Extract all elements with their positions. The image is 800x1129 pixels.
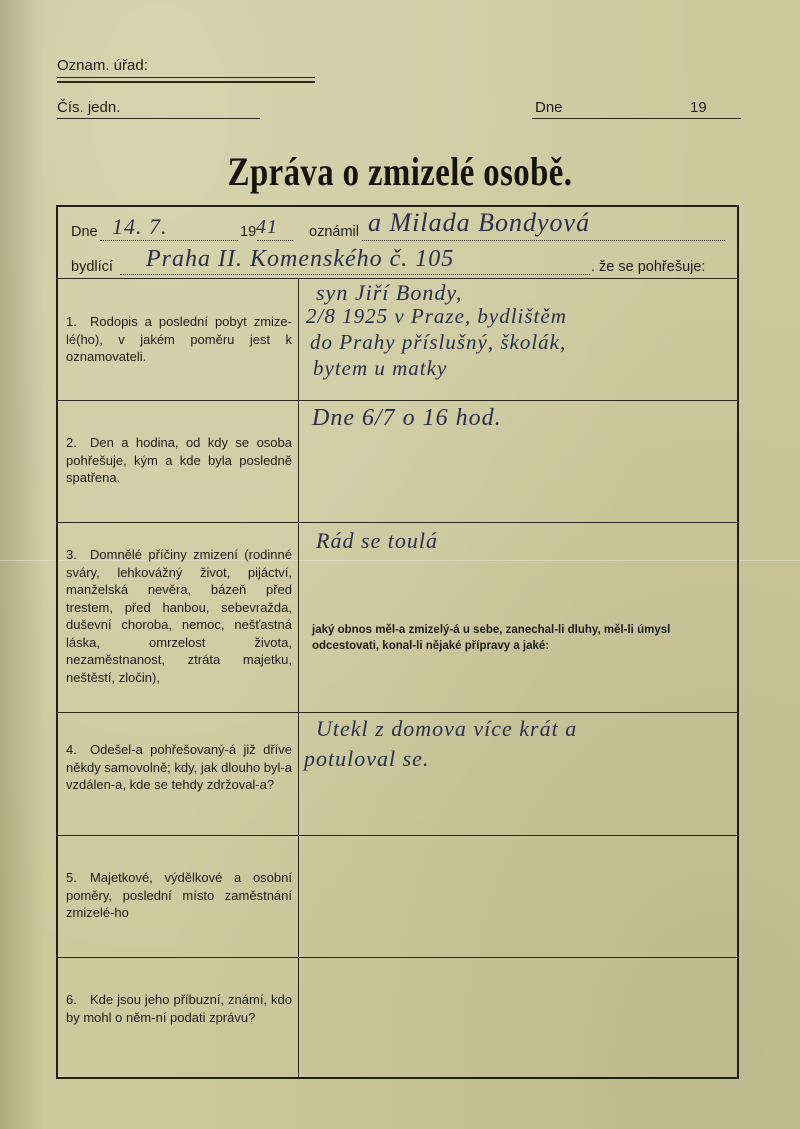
question-number: 6. — [66, 992, 77, 1007]
residence-value: Praha II. Komenského č. 105 — [146, 246, 455, 272]
reported-by-label: oznámil — [309, 224, 359, 240]
question-text: Domnělé příčiny zmizení (rodinné sváry, lehkovážný život, pijáctví, manželská nevěra, bázeň před trestem, před hanbou, sebevražda, duševní choroba, nemoc, nešťastná láska, omrzelost života, nezaměstnanost, ztráta majetku, neštěstí, zločin), — [66, 547, 292, 685]
answer-1-line-4: bytem u matky — [313, 356, 448, 380]
report-date-value: 14. 7. — [112, 214, 168, 239]
question-number: 5. — [66, 870, 77, 885]
question-1 — [66, 313, 292, 366]
question-2 — [66, 434, 292, 487]
question-6 — [66, 991, 292, 1026]
row-divider — [56, 712, 739, 713]
row-divider — [56, 278, 739, 279]
answer-4-line-2: potuloval se. — [304, 746, 430, 771]
residence-dots — [120, 274, 590, 275]
answer-4-line-1: Utekl z domova více krát a — [316, 716, 578, 741]
ref-label: Čís. jedn. — [57, 99, 121, 116]
row-divider — [56, 835, 739, 836]
question-5 — [66, 869, 292, 922]
row-divider — [56, 957, 739, 958]
ref-line — [57, 118, 260, 119]
question-text: Rodopis a poslední pobyt zmize-lé(ho), v jakém poměru jest k oznamovateli. — [66, 314, 292, 364]
report-year-prefix: 19 — [240, 224, 257, 240]
header-date-line — [532, 118, 741, 119]
question-number: 3. — [66, 547, 77, 562]
question-text: Majetkové, výdělkové a osobní poměry, poslední místo zaměstnání zmizelé-ho — [66, 870, 292, 920]
question-text: Odešel-a pohřešovaný-á již dříve někdy samovolně; kdy, jak dlouho byl-a vzdálen-a, kde se tehdy zdržoval-a? — [66, 742, 292, 792]
question-4 — [66, 741, 292, 794]
question-number: 2. — [66, 435, 77, 450]
answer-3-line-1: Rád se toulá — [316, 528, 438, 553]
reporter-dots — [362, 240, 725, 241]
report-date-label: Dne — [71, 224, 98, 240]
column-divider — [298, 278, 299, 1077]
office-label: Oznam. úřad: — [57, 57, 148, 74]
office-line — [57, 77, 315, 78]
question-text: Kde jsou jeho příbuzní, známí, kdo by mohl o něm-ní podati zprávu? — [66, 992, 292, 1025]
question-text: Den a hodina, od kdy se osoba pohřešuje, kým a kde byla posledně spatřena. — [66, 435, 292, 485]
question-number: 1. — [66, 314, 77, 329]
missing-label: . že se pohřešuje: — [591, 259, 706, 275]
question-3-sub-note: jaký obnos měl-a zmizelý-á u sebe, zanechal-li dluhy, měl-li úmysl odcestovati, konal-li nějaké přípravy a jaké: — [312, 624, 671, 652]
answer-2-line-1: Dne 6/7 o 16 hod. — [312, 405, 502, 431]
residence-label: bydlící — [71, 259, 113, 275]
report-date-dots — [100, 240, 238, 241]
row-divider — [56, 400, 739, 401]
office-line-double — [57, 81, 315, 83]
answer-1-line-1: syn Jiří Bondy, — [316, 280, 463, 305]
answer-1-line-2: 2/8 1925 v Praze, bydlištěm — [306, 304, 567, 328]
row-divider — [56, 522, 739, 523]
answer-1-line-3: do Prahy příslušný, školák, — [310, 330, 567, 354]
report-year-dots — [257, 240, 293, 241]
header-year-prefix: 19 — [690, 99, 707, 116]
page-title: Zpráva o zmizelé osobě. — [227, 149, 573, 194]
question-3 — [66, 546, 292, 686]
question-number: 4. — [66, 742, 77, 757]
report-year-value: 41 — [256, 216, 278, 238]
header-date-label: Dne — [535, 99, 563, 116]
reporter-value: a Milada Bondyová — [368, 208, 591, 237]
